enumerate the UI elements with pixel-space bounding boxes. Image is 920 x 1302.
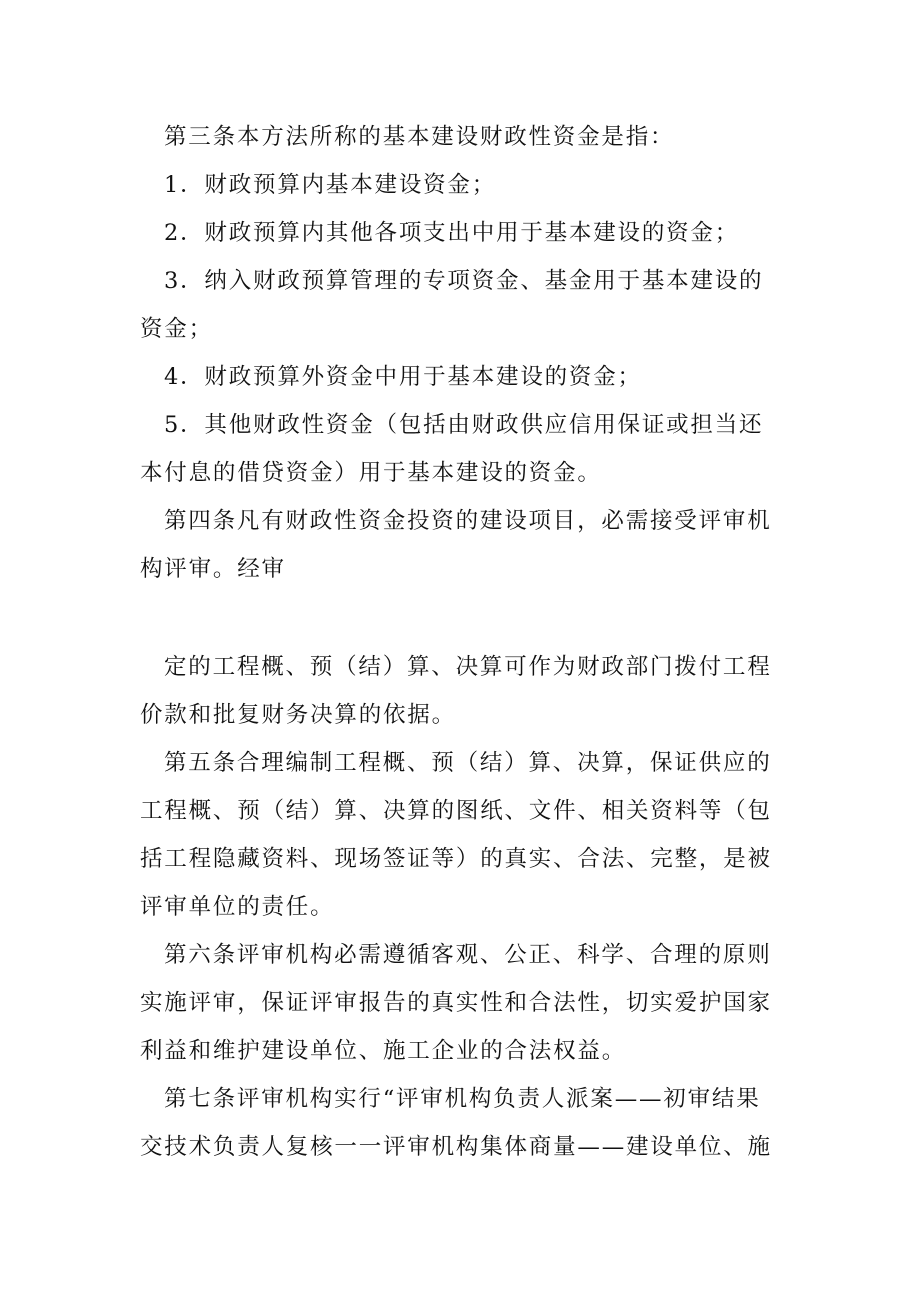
text-line: 1．财政预算内基本建设资金； — [164, 172, 497, 198]
text-line: 第三条本方法所称的基本建设财政性资金是指： — [164, 124, 675, 150]
text-line: 定的工程概、预（结）算、决算可作为财政部门拨付工程 — [164, 654, 772, 680]
paragraph-article-7 — [140, 1075, 786, 1171]
text-block-lower — [140, 643, 786, 1171]
text-line: 3．纳入财政预算管理的专项资金、基金用于基本建设的 — [164, 268, 764, 294]
text-line: 构评审。经审 — [140, 556, 286, 582]
text-line: 第七条评审机构实行“评审机构负责人派案——初审结果 — [164, 1086, 761, 1112]
text-line: 工程概、预（结）算、决算的图纸、文件、相关资料等（包 — [140, 798, 772, 824]
text-line: 第五条合理编制工程概、预（结）算、决算，保证供应的 — [164, 750, 772, 776]
text-line: 括工程隐藏资料、现场签证等）的真实、合法、完整，是被 — [140, 846, 772, 872]
text-line: 利益和维护建设单位、施工企业的合法权益。 — [140, 1038, 627, 1064]
text-line: 交技术负责人复核一一评审机构集体商量——建设单位、施 — [140, 1134, 772, 1160]
text-line: 4．财政预算外资金中用于基本建设的资金； — [164, 364, 642, 390]
text-line: 价款和批复财务决算的依据。 — [140, 702, 456, 728]
text-block-upper — [140, 113, 786, 593]
paragraph-article-5 — [140, 739, 786, 931]
paragraph-article-4 — [140, 497, 786, 593]
text-line: 实施评审，保证评审报告的真实性和合法性，切实爱护国家 — [140, 990, 772, 1016]
text-line: 2．财政预算内其他各项支出中用于基本建设的资金； — [164, 220, 740, 246]
paragraph-article-4-continued — [140, 643, 786, 739]
text-line: 本付息的借贷资金）用于基本建设的资金。 — [140, 460, 602, 486]
text-line: 评审单位的责任。 — [140, 894, 335, 920]
paragraph-item-4 — [140, 353, 786, 401]
paragraph-item-1 — [140, 161, 786, 209]
paragraph-article-6 — [140, 931, 786, 1075]
paragraph-item-5 — [140, 401, 786, 497]
text-line: 第六条评审机构必需遵循客观、公正、科学、合理的原则 — [164, 942, 772, 968]
paragraph-item-2 — [140, 209, 786, 257]
text-line: 资金； — [140, 316, 213, 342]
paragraph-item-3 — [140, 257, 786, 353]
paragraph-article-3 — [140, 113, 786, 161]
text-line: 第四条凡有财政性资金投资的建设项目，必需接受评审机 — [164, 508, 772, 534]
text-line: 5．其他财政性资金（包括由财政供应信用保证或担当还 — [164, 412, 764, 438]
